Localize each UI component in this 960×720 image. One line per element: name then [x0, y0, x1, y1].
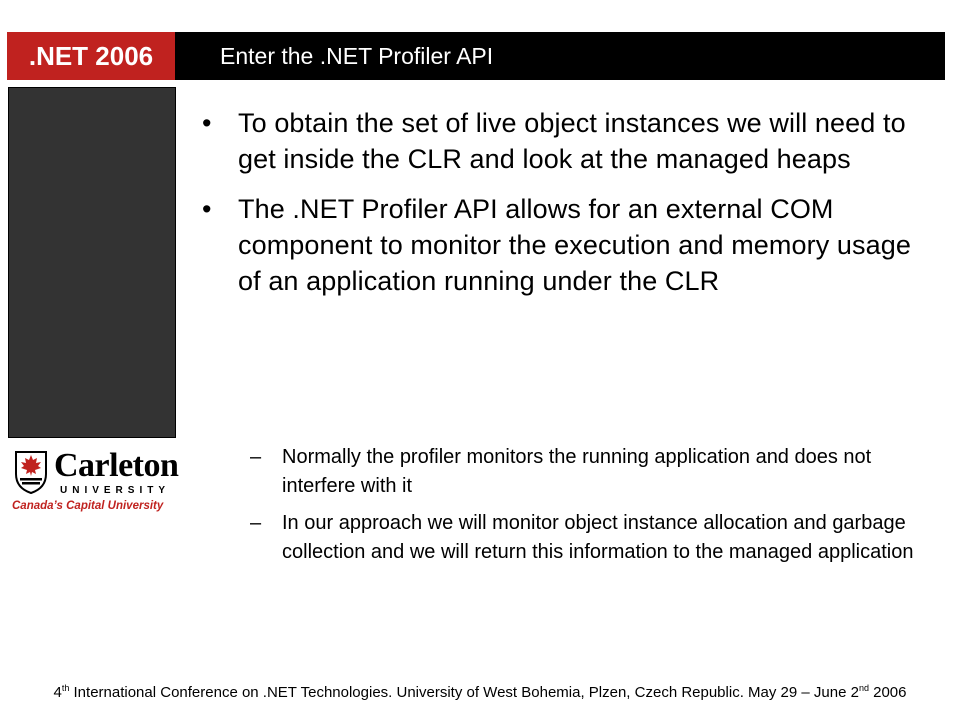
sub-bullet-text: Normally the profiler monitors the running application and does not interfere with it	[282, 446, 872, 497]
logo-university: UNIVERSITY	[60, 485, 171, 496]
bullet-marker: •	[202, 108, 212, 138]
footer-part1: 4	[53, 684, 62, 701]
logo-name: Carleton	[54, 447, 179, 484]
bullet-text: The .NET Profiler API allows for an external COM component to monitor the execution and memory usage of an application running under the CLR	[238, 194, 911, 296]
footer-sup1: th	[61, 683, 70, 693]
bullet-item	[200, 191, 930, 299]
bullet-item	[200, 105, 930, 177]
bullet-marker: •	[202, 194, 212, 224]
sub-bullet-marker: –	[250, 512, 262, 534]
slide-title: Enter the .NET Profiler API	[220, 42, 494, 69]
bullet-list	[200, 105, 930, 299]
sub-bullet-item	[250, 509, 940, 567]
conference-badge	[7, 32, 175, 80]
footer-sup2: nd	[858, 683, 869, 693]
logo-tagline: Canada’s Capital University	[12, 500, 164, 512]
carleton-logo	[12, 447, 179, 518]
slide-content	[200, 105, 930, 313]
carleton-shield-icon	[14, 450, 48, 494]
sub-bullet-item	[250, 443, 940, 501]
sub-bullet-list	[250, 443, 940, 575]
sub-bullet-text: In our approach we will monitor object instance allocation and garbage collection and we will return this information to the managed application	[282, 512, 914, 563]
badge-text: .NET 2006	[28, 40, 154, 71]
sub-bullet-marker: –	[250, 446, 262, 468]
footer-part2: International Conference on .NET Technologies. University of West Bohemia, Plzen, Czech Republic. May 29 – June 2	[69, 684, 859, 701]
side-panel	[8, 87, 176, 438]
slide-title-bar	[175, 32, 945, 80]
footer-part3: 2006	[868, 684, 907, 701]
bullet-text: To obtain the set of live object instances we will need to get inside the CLR and look at the managed heaps	[238, 108, 906, 174]
slide-footer	[0, 684, 960, 702]
